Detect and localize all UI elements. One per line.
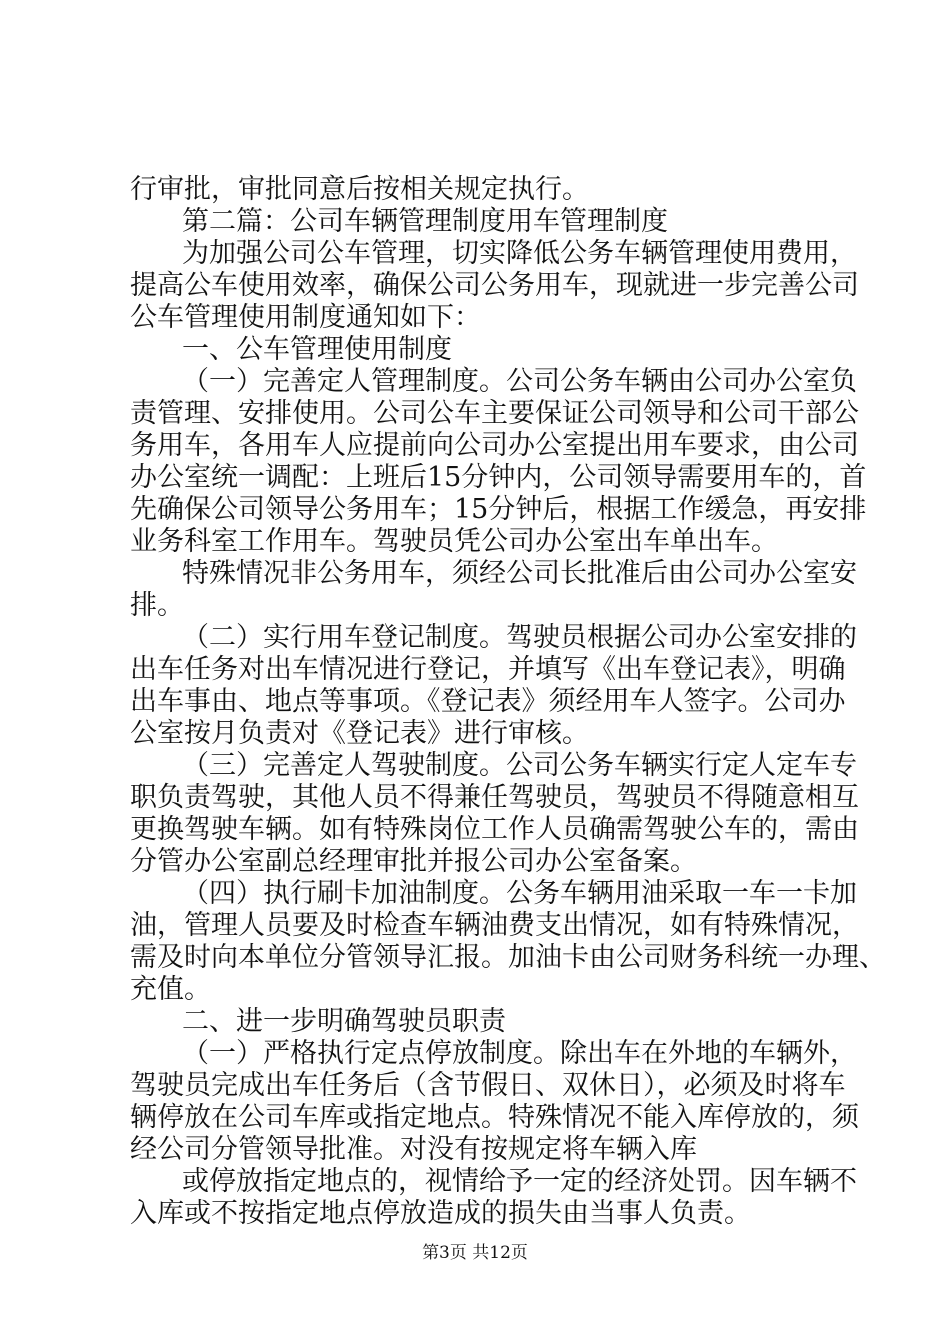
- text-line: 油，管理人员要及时检查车辆油费支出情况，如有特殊情况，: [130, 910, 859, 941]
- text-line: 排。: [130, 590, 184, 621]
- text-line: 业务科室工作用车。驾驶员凭公司办公室出车单出车。: [130, 526, 778, 557]
- text-line: 先确保公司领导公务用车；15分钟后，根据工作缓急，再安排: [130, 494, 867, 525]
- text-line: 驾驶员完成出车任务后（含节假日、双休日），必须及时将车: [130, 1070, 846, 1101]
- text-line: 入库或不按指定地点停放造成的损失由当事人负责。: [130, 1198, 751, 1229]
- text-line: 经公司分管领导批准。对没有按规定将车辆入库: [130, 1134, 697, 1165]
- text-line: （三）完善定人驾驶制度。公司公务车辆实行定人定车专: [182, 750, 857, 781]
- text-line: 充值。: [130, 974, 211, 1005]
- text-line: 出车任务对出车情况进行登记，并填写《出车登记表》，明确: [130, 654, 846, 685]
- subsection-heading: 二、进一步明确驾驶员职责: [182, 1006, 506, 1037]
- text-line: 责管理、安排使用。公司公车主要保证公司领导和公司干部公: [130, 398, 859, 429]
- text-line: 提高公车使用效率，确保公司公务用车，现就进一步完善公司: [130, 270, 859, 301]
- text-line: 特殊情况非公务用车，须经公司长批准后由公司办公室安: [182, 558, 857, 589]
- text-line: 办公室统一调配：上班后15分钟内，公司领导需要用车的，首: [130, 462, 867, 493]
- text-line: （四）执行刷卡加油制度。公务车辆用油采取一车一卡加: [182, 878, 857, 909]
- text-line: （一）严格执行定点停放制度。除出车在外地的车辆外，: [182, 1038, 857, 1069]
- subsection-heading: 一、公车管理使用制度: [182, 334, 452, 365]
- text-line: 辆停放在公司车库或指定地点。特殊情况不能入库停放的，须: [130, 1102, 859, 1133]
- text-line: 为加强公司公车管理，切实降低公务车辆管理使用费用，: [182, 238, 857, 269]
- text-line: 行审批，审批同意后按相关规定执行。: [130, 174, 589, 205]
- text-line: 公室按月负责对《登记表》进行审核。: [130, 718, 589, 749]
- page-footer: 第3页 共12页: [422, 1243, 528, 1263]
- text-line: 公车管理使用制度通知如下：: [130, 302, 481, 333]
- text-line: 务用车，各用车人应提前向公司办公室提出用车要求，由公司: [130, 430, 859, 461]
- section-heading: 第二篇：公司车辆管理制度用车管理制度: [182, 206, 668, 237]
- text-line: （一）完善定人管理制度。公司公务车辆由公司办公室负: [182, 366, 857, 397]
- text-line: 需及时向本单位分管领导汇报。加油卡由公司财务科统一办理、: [130, 942, 886, 973]
- text-line: 或停放指定地点的，视情给予一定的经济处罚。因车辆不: [182, 1166, 857, 1197]
- text-line: 职负责驾驶，其他人员不得兼任驾驶员，驾驶员不得随意相互: [130, 782, 859, 813]
- text-line: 出车事由、地点等事项。《登记表》须经用车人签字。公司办: [130, 686, 846, 717]
- text-line: （二）实行用车登记制度。驾驶员根据公司办公室安排的: [182, 622, 857, 653]
- text-line: 更换驾驶车辆。如有特殊岗位工作人员确需驾驶公车的，需由: [130, 814, 859, 845]
- text-line: 分管办公室副总经理审批并报公司办公室备案。: [130, 846, 697, 877]
